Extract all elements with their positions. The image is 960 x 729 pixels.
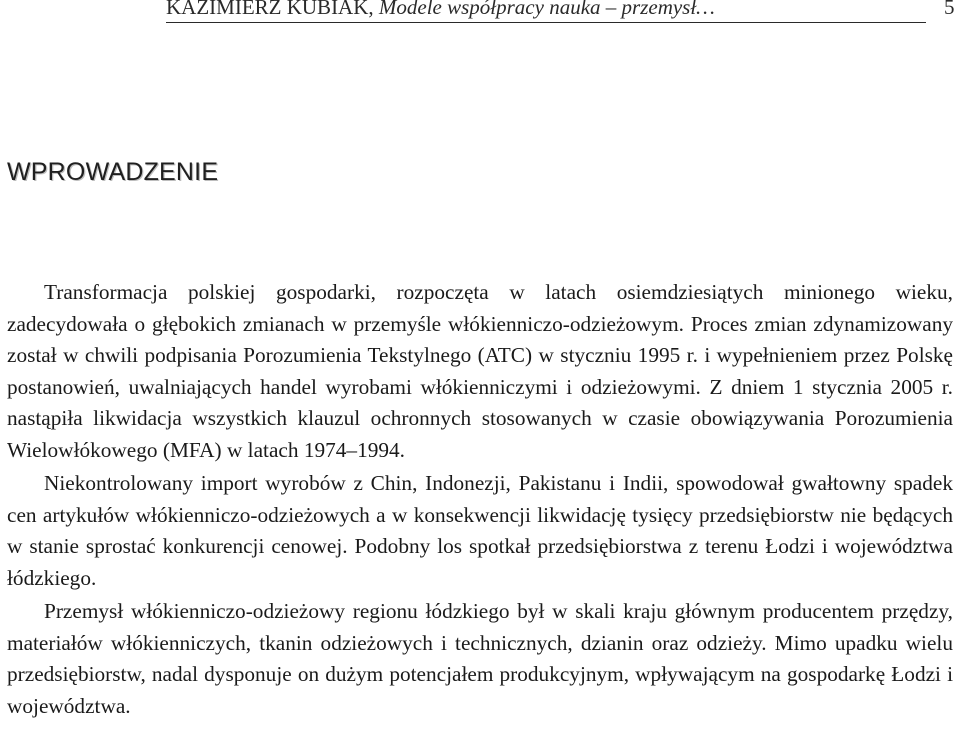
header-title: Modele współpracy nauka – przemysł…: [378, 0, 715, 19]
running-header: [166, 0, 926, 20]
paragraph-3: Przemysł włókienniczo-odzieżowy regionu łódzkiego był w skali kraju głównym producentem przędzy, materiałów włókienniczych, tkanin odzieżowych i technicznych, dzianin oraz odzieży. Mimo upadku wielu przedsiębiorstw, nadal dysponuje on dużym potencjałem produkcyjnym, wpływającym na gospodarkę Łodzi i województwa.: [7, 599, 953, 718]
paragraph-2: Niekontrolowany import wyrobów z Chin, Indonezji, Pakistanu i Indii, spowodował gwałtowny spadek cen artykułów włókienniczo-odzieżowych a w konsekwencji likwidację tysięcy przedsiębiorstw nie będących w stanie sprostać konkurencji cenowej. Podobny los spotkał przedsiębiorstwa z terenu Łodzi i województwa łódzkiego.: [7, 471, 953, 590]
page-number: 5: [944, 0, 955, 19]
paragraph-1: Transformacja polskiej gospodarki, rozpoczęta w latach osiemdziesiątych minionego wieku, zadecydowała o głębokich zmianach w przemyśle włókienniczo-odzieżowym. Proces zmian zdynamizowany został w chwili podpisania Porozumienia Tekstylnego (ATC) w styczniu 1995 r. i wypełnieniem przez Polskę postanowień, uwalniających handel wyrobami włókienniczymi i odzieżowymi. Z dniem 1 stycznia 2005 r. nastąpiła likwidacja wszystkich klauzul ochronnych stosowanych w czasie obowiązywania Porozumienia Wielowłókowego (MFA) w latach 1974–1994.: [7, 280, 953, 462]
body-text: [7, 277, 953, 724]
header-rule: [166, 22, 926, 23]
header-author: KAZIMIERZ KUBIAK,: [166, 0, 374, 19]
section-heading: WPROWADZENIE: [7, 158, 219, 186]
